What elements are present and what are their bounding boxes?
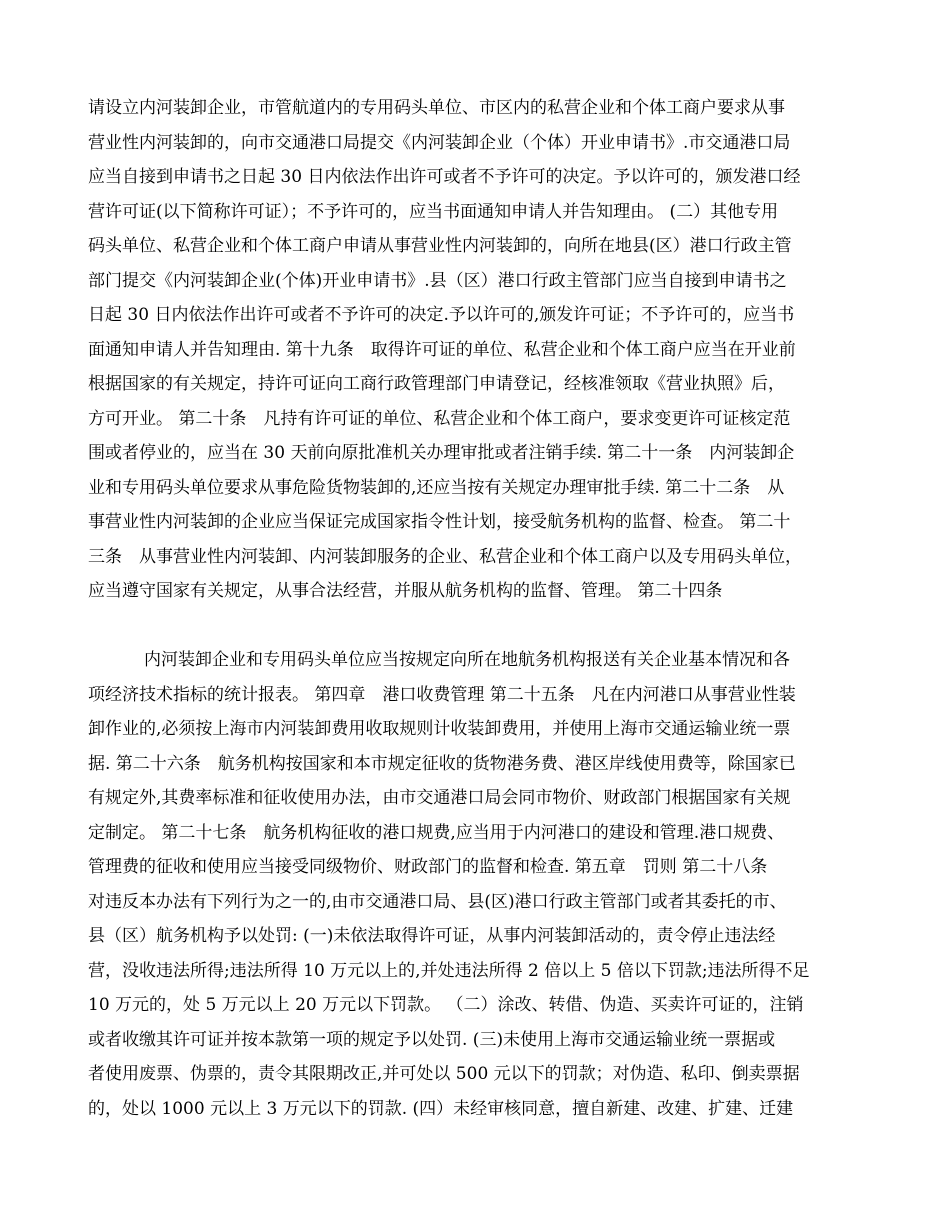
text-line: 应当自接到申请书之日起 30 日内依法作出许可或者不予许可的决定。予以许可的，颁发港口经: [88, 167, 801, 187]
text-line: 卸作业的,必须按上海市内河装卸费用收取规则计收装卸费用，并使用上海市交通运输业统一票: [88, 719, 791, 739]
text-line: 三条 从事营业性内河装卸、内河装卸服务的企业、私营企业和个体工商户以及专用码头单位，: [88, 546, 802, 567]
paragraph-1: [88, 91, 868, 609]
text-line: 项经济技术指标的统计报表。 第四章 港口收费管理 第二十五条 凡在内河港口从事营业性装: [88, 684, 796, 705]
text-line: 有规定外,其费率标准和征收使用办法，由市交通港口局会同市物价、财政部门根据国家有关规: [88, 788, 791, 808]
text-line: 应当遵守国家有关规定，从事合法经营，并服从航务机构的监督、管理。 第二十四条: [88, 581, 723, 601]
text-line: 码头单位、私营企业和个体工商户申请从事营业性内河装卸的，向所在地县(区）港口行政主管: [88, 236, 792, 256]
text-line: 营许可证(以下简称许可证）；不予许可的，应当书面通知申请人并告知理由。 (二）其他专用: [88, 201, 779, 222]
text-line: 营，没收违法所得;违法所得 10 万元以上的,并处违法所得 2 倍以上 5 倍以下罚款;违法所得不足: [88, 960, 810, 981]
text-line: 方可开业。 第二十条 凡持有许可证的单位、私营企业和个体工商户，要求变更许可证核定范: [88, 408, 791, 429]
text-line: 的，处以 1000 元以上 3 万元以下的罚款. (四）未经审核同意，擅自新建、改建、扩建、迁建: [88, 1098, 794, 1119]
text-line: 面通知申请人并告知理由. 第十九条 取得许可证的单位、私营企业和个体工商户应当在开业前: [88, 339, 796, 360]
text-line: 日起 30 日内依法作出许可或者不予许可的决定.予以许可的,颁发许可证；不予许可的，应当书: [88, 305, 795, 325]
text-line: 对违反本办法有下列行为之一的,由市交通港口局、县(区)港口行政主管部门或者其委托的市、: [88, 891, 787, 912]
text-line: 县（区）航务机构予以处罚: (一)未依法取得许可证，从事内河装卸活动的，责令停止违法经: [88, 926, 776, 946]
text-line: 围或者停业的，应当在 30 天前向原批准机关办理审批或者注销手续. 第二十一条 内河装卸企: [88, 443, 795, 463]
paragraph-2: [88, 643, 868, 1126]
text-line: 管理费的征收和使用应当接受同级物价、财政部门的监督和检查. 第五章 罚则 第二十八条: [88, 857, 768, 877]
text-line: 业和专用码头单位要求从事危险货物装卸的,还应当按有关规定办理审批手续. 第二十二条 从: [88, 477, 785, 498]
text-line: 内河装卸企业和专用码头单位应当按规定向所在地航务机构报送有关企业基本情况和各: [144, 650, 790, 670]
text-line: 者使用废票、伪票的，责令其限期改正,并可处以 500 元以下的罚款；对伪造、私印、倒卖票据: [88, 1064, 800, 1084]
text-line: 事营业性内河装卸的企业应当保证完成国家指令性计划，接受航务机构的监督、检查。 第二十: [88, 512, 791, 532]
text-line: 10 万元的，处 5 万元以上 20 万元以下罚款。 （二）涂改、转借、伪造、买卖许可证的，注销: [88, 995, 804, 1015]
text-line: 部门提交《内河装卸企业(个体)开业申请书》.县（区）港口行政主管部门应当自接到申请书之: [88, 270, 787, 291]
text-line: 据. 第二十六条 航务机构按国家和本市规定征收的货物港务费、港区岸线使用费等，除国家已: [88, 753, 796, 774]
text-line: 营业性内河装卸的，向市交通港口局提交《内河装卸企业（个体）开业申请书》.市交通港口局: [88, 132, 791, 153]
text-line: 或者收缴其许可证并按本款第一项的规定予以处罚. (三)未使用上海市交通运输业统一票据或: [88, 1029, 776, 1050]
text-line: 定制定。 第二十七条 航务机构征收的港口规费,应当用于内河港口的建设和管理.港口规费、: [88, 822, 785, 843]
text-line: 根据国家的有关规定，持许可证向工商行政管理部门申请登记，经核准领取《营业执照》后，: [88, 374, 785, 394]
text-line: 请设立内河装卸企业，市管航道内的专用码头单位、市区内的私营企业和个体工商户要求从事: [88, 98, 785, 118]
